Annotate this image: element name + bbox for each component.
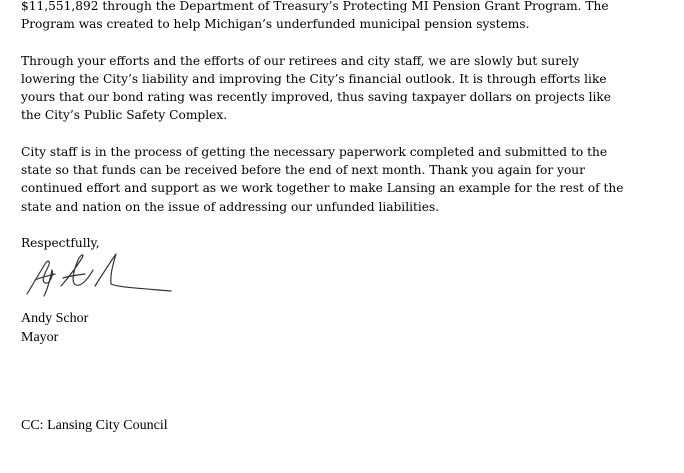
cc-line: CC: Lansing City Council (21, 418, 168, 433)
text-line: City staff is in the process of getting the necessary paperwork completed and submitted to the (21, 144, 608, 159)
text-line: continued effort and support as we work together to make Lansing an example for the rest of the (21, 181, 624, 196)
text-line: state and nation on the issue of addressing our unfunded liabilities. (21, 199, 440, 214)
text-line: Program was created to help Michigan’s underfunded municipal pension systems. (21, 17, 530, 32)
signer-title: Mayor (21, 330, 59, 345)
letter-body (21, 0, 671, 252)
paragraph-grant (21, 0, 671, 34)
signer-name: Andy Schor (21, 311, 89, 326)
text-line: Through your efforts and the efforts of our retirees and city staff, we are slowly but surely (21, 53, 580, 68)
text-line: $11,551,892 through the Department of Treasury’s Protecting MI Pension Grant Program. The (21, 0, 609, 13)
paragraph-efforts (21, 52, 671, 125)
closing: Respectfully, (21, 235, 100, 250)
text-line: yours that our bond rating was recently improved, thus saving taxpayer dollars on projects like (21, 90, 612, 105)
text-line: state so that funds can be received before the end of next month. Thank you again for your (21, 163, 585, 178)
handwritten-signature (21, 250, 181, 300)
text-line: lowering the City’s liability and improving the City’s financial outlook. It is through efforts like (21, 71, 607, 86)
paragraph-staff (21, 143, 671, 216)
text-line: the City’s Public Safety Complex. (21, 108, 228, 123)
signature-block (21, 309, 88, 347)
